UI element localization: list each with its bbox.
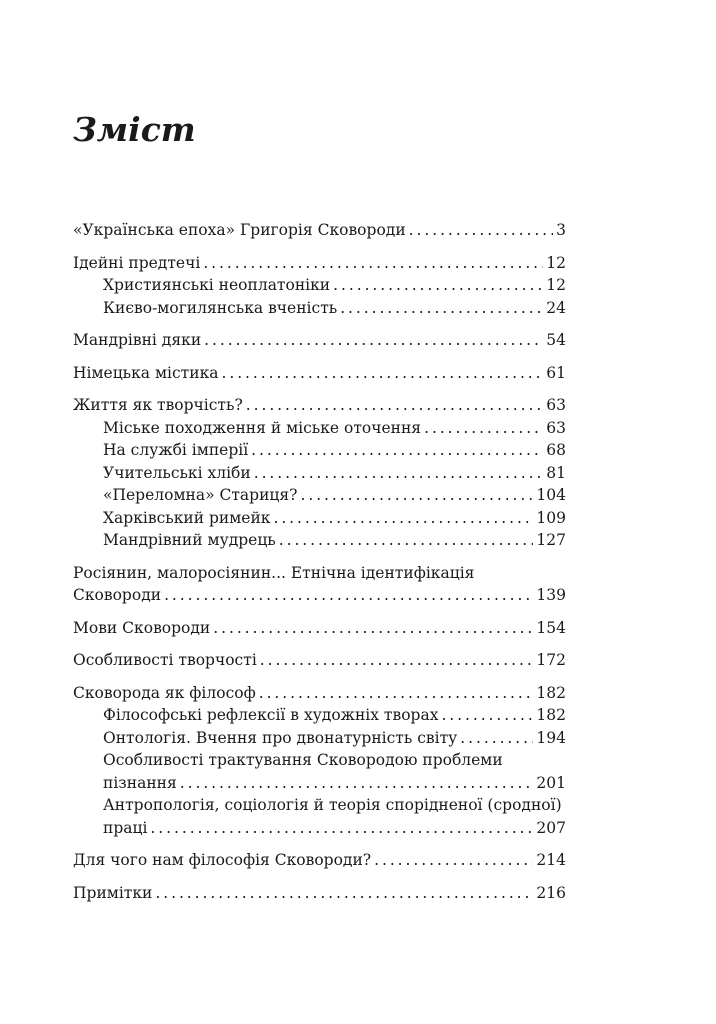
toc-page-number: 104: [536, 486, 566, 504]
toc-subentry[interactable]: [73, 817, 566, 840]
toc-entry-title: Християнські неоплатоніки: [103, 276, 331, 294]
toc-entry-title: Антропологія, соціологія й теорія спорідненої (сродної): [103, 796, 562, 814]
toc-entry-title: пізнання: [103, 773, 177, 792]
toc-page-number: 207: [536, 818, 566, 837]
toc-entry[interactable]: [73, 882, 566, 905]
toc-page-number: 216: [536, 883, 566, 902]
dot-leader: [260, 649, 534, 672]
dot-leader: [251, 439, 543, 462]
toc-subentry[interactable]: [73, 704, 566, 727]
toc-entry-title: Києво-могилянська вченість: [103, 298, 338, 317]
dot-leader: [164, 584, 533, 607]
toc-entry-title: Життя як творчість?: [73, 396, 243, 414]
table-of-contents: [73, 219, 566, 914]
toc-page-number: 154: [536, 618, 566, 637]
toc-entry-title: праці: [103, 818, 148, 837]
toc-subentry[interactable]: [73, 529, 566, 552]
dot-leader: [155, 882, 533, 905]
toc-page-number: 54: [546, 331, 566, 349]
toc-entry-title: Філософські рефлексії в художніх творах: [103, 706, 439, 724]
toc-page-number: 194: [536, 728, 566, 747]
toc-group: [73, 394, 566, 552]
toc-subentry[interactable]: [73, 484, 566, 507]
toc-subentry[interactable]: [73, 727, 566, 750]
toc-entry[interactable]: [73, 649, 566, 672]
toc-page-number: 139: [536, 586, 566, 604]
dot-leader: [374, 849, 533, 872]
dot-leader: [460, 727, 533, 750]
toc-subentry[interactable]: [73, 297, 566, 320]
dot-leader: [409, 219, 553, 242]
toc-entry-title: Особливості трактування Сковородою проблеми: [103, 751, 503, 769]
toc-subentry[interactable]: [73, 417, 566, 440]
toc-page-number: 24: [546, 298, 566, 317]
toc-entry[interactable]: [73, 329, 566, 352]
toc-page-number: 12: [546, 276, 566, 294]
toc-page-number: 68: [546, 441, 566, 459]
toc-entry[interactable]: [73, 394, 566, 417]
toc-entry[interactable]: [73, 584, 566, 607]
toc-entry-title: Для чого нам філософія Сковороди?: [73, 851, 372, 869]
dot-leader: [203, 252, 543, 275]
dot-leader: [424, 417, 543, 440]
toc-group: [73, 682, 566, 840]
dot-leader: [254, 462, 544, 485]
toc-subentry[interactable]: [73, 507, 566, 530]
toc-entry-title: Німецька містика: [73, 363, 219, 382]
toc-entry-title: Росіянин, малоросіянин... Етнічна ідентифікація: [73, 563, 475, 582]
toc-page-number: 127: [536, 531, 566, 549]
toc-entry-title: Примітки: [73, 883, 153, 902]
toc-entry[interactable]: [73, 562, 566, 585]
toc-entry-title: Онтологія. Вчення про двонатурність світу: [103, 728, 458, 747]
toc-page-number: 182: [536, 683, 566, 702]
toc-entry-title: Особливості творчості: [73, 651, 257, 669]
toc-group: [73, 252, 566, 320]
toc-group: [73, 617, 566, 640]
toc-entry-title: Учительські хліби: [103, 463, 251, 482]
toc-entry-title: На службі імперії: [103, 441, 249, 459]
dot-leader: [333, 274, 543, 297]
toc-entry[interactable]: [73, 682, 566, 705]
toc-group: [73, 882, 566, 905]
dot-leader: [222, 362, 544, 385]
toc-subentry[interactable]: [73, 772, 566, 795]
toc-entry[interactable]: [73, 617, 566, 640]
toc-subentry[interactable]: [73, 794, 566, 817]
dot-leader: [441, 704, 533, 727]
toc-entry[interactable]: [73, 362, 566, 385]
toc-entry-title: «Українська епоха» Григорія Сковороди: [73, 221, 406, 239]
toc-page-number: 63: [546, 418, 566, 437]
toc-entry[interactable]: [73, 219, 566, 242]
toc-group: [73, 562, 566, 607]
dot-leader: [246, 394, 544, 417]
toc-entry-title: Сковороди: [73, 586, 162, 604]
dot-leader: [150, 817, 533, 840]
toc-page-number: 12: [546, 253, 566, 272]
toc-subentry[interactable]: [73, 462, 566, 485]
toc-group: [73, 362, 566, 385]
toc-page-number: 3: [556, 221, 566, 239]
toc-group: [73, 329, 566, 352]
dot-leader: [180, 772, 534, 795]
toc-subentry[interactable]: [73, 274, 566, 297]
toc-entry-title: Ідейні предтечі: [73, 253, 201, 272]
toc-page-number: 81: [546, 463, 566, 482]
toc-page-number: 172: [536, 651, 566, 669]
toc-page-number: 182: [536, 706, 566, 724]
toc-entry[interactable]: [73, 849, 566, 872]
toc-entry-title: «Переломна» Стариця?: [103, 486, 298, 504]
toc-page-number: 63: [546, 396, 566, 414]
toc-group: [73, 849, 566, 872]
dot-leader: [300, 484, 533, 507]
toc-page-number: 61: [546, 363, 566, 382]
toc-group: [73, 649, 566, 672]
dot-leader: [340, 297, 543, 320]
toc-page-number: 201: [536, 773, 566, 792]
toc-subentry[interactable]: [73, 439, 566, 462]
toc-entry-title: Харківський римейк: [103, 508, 271, 527]
toc-group: [73, 219, 566, 242]
toc-subentry[interactable]: [73, 749, 566, 772]
toc-entry-title: Сковорода як філософ: [73, 683, 256, 702]
toc-entry-title: Мандрівний мудрець: [103, 531, 276, 549]
page-title: Зміст: [73, 110, 196, 149]
dot-leader: [204, 329, 543, 352]
toc-entry-title: Мови Сковороди: [73, 618, 211, 637]
dot-leader: [279, 529, 534, 552]
toc-page-number: 214: [536, 851, 566, 869]
toc-entry[interactable]: [73, 252, 566, 275]
dot-leader: [259, 682, 534, 705]
dot-leader: [213, 617, 533, 640]
toc-entry-title: Міське походження й міське оточення: [103, 418, 422, 437]
dot-leader: [273, 507, 533, 530]
toc-page-number: 109: [536, 508, 566, 527]
toc-entry-title: Мандрівні дяки: [73, 331, 202, 349]
